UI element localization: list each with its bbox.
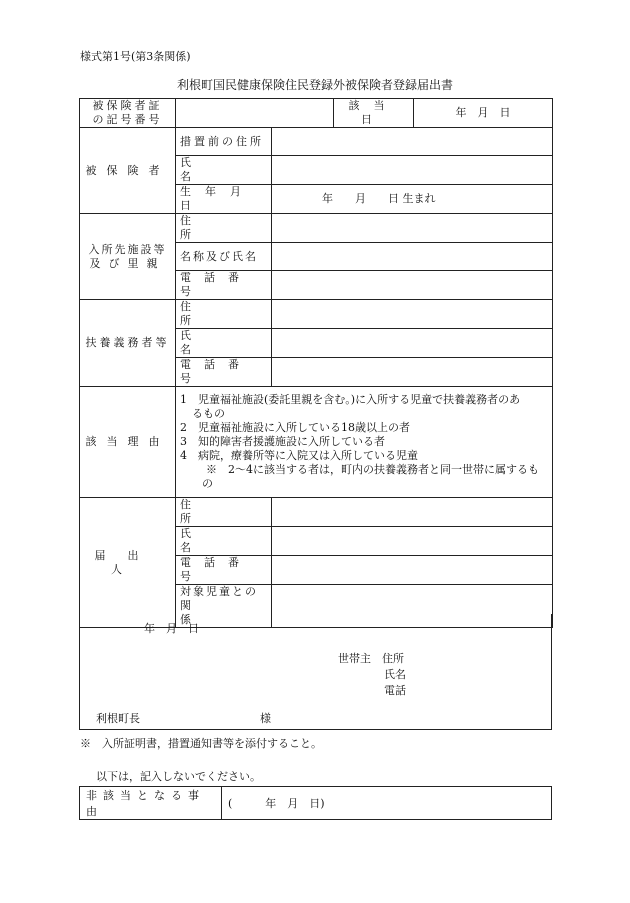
- reason-item-4[interactable]: 4 病院，療養所等に入院又は入所している児童: [180, 449, 418, 462]
- insured-name-label: 氏名: [176, 156, 272, 185]
- guardian-phone-field[interactable]: [272, 358, 553, 387]
- applicant-address-field[interactable]: [272, 498, 553, 527]
- facility-label: [80, 214, 176, 300]
- facility-address-field[interactable]: [272, 214, 553, 243]
- non-applicable-row: [80, 787, 552, 820]
- reason-item-1-cont: るもの: [192, 407, 225, 420]
- applicant-name-label: 氏名: [176, 527, 272, 556]
- household-head-tel-label: 電話: [384, 684, 406, 697]
- insured-label: 被保険者: [80, 128, 176, 214]
- guardian-name-field[interactable]: [272, 329, 553, 358]
- guardian-label: 扶養義務者等: [80, 300, 176, 387]
- relation-label-line1: 対象児童との: [180, 585, 258, 598]
- insured-number-label-line2: の記号番号: [92, 113, 163, 126]
- applicable-date-label: 該当日: [334, 99, 414, 128]
- household-head-address-label: 世帯主 住所: [338, 652, 404, 665]
- insured-number-label: [80, 99, 176, 128]
- prior-address-field[interactable]: [272, 128, 553, 156]
- applicant-label: 届出人: [80, 498, 176, 628]
- prior-address-label: 措置前の住所: [176, 128, 272, 156]
- non-applicable-field: ( 年 月 日): [222, 787, 552, 820]
- applicant-address-row: [80, 498, 553, 527]
- reason-label: 該当理由: [80, 387, 176, 498]
- facility-label-line1: 入所先施設等: [88, 242, 167, 256]
- non-applicable-label: 非該当となる事由: [80, 787, 222, 820]
- insured-number-label-line1: 被保険者証: [92, 99, 163, 112]
- relation-label-line2: 関係: [180, 599, 249, 626]
- applicant-address-label: 住所: [176, 498, 272, 527]
- reason-list: [176, 387, 553, 498]
- do-not-fill-instruction: 以下は，記入しないでください。: [96, 770, 261, 783]
- reason-item-2[interactable]: 2 児童福祉施設に入所している18歳以上の者: [180, 421, 410, 434]
- guardian-name-label: 氏名: [176, 329, 272, 358]
- attachment-note: ※ 入所証明書，措置通知書等を添付すること。: [80, 737, 322, 750]
- guardian-address-field[interactable]: [272, 300, 553, 329]
- guardian-address-row: [80, 300, 553, 329]
- non-applicable-table: [79, 786, 552, 820]
- insured-number-field[interactable]: [176, 99, 334, 128]
- insured-number-row: [80, 99, 553, 128]
- birth-field[interactable]: 年 月 日 生まれ: [272, 185, 553, 214]
- birth-label: 生年月日: [176, 185, 272, 214]
- facility-address-label: 住所: [176, 214, 272, 243]
- facility-label-line2: 及び里親: [89, 256, 166, 270]
- registration-form-table: [79, 98, 553, 628]
- applicant-phone-label: 電話番号: [176, 556, 272, 585]
- facility-phone-label: 電話番号: [176, 271, 272, 300]
- signature-date[interactable]: 年 月 日: [144, 622, 199, 635]
- reason-row: [80, 387, 553, 498]
- facility-address-row: [80, 214, 553, 243]
- insured-name-field[interactable]: [272, 156, 553, 185]
- household-head-name-label: 氏名: [384, 668, 406, 681]
- applicant-phone-field[interactable]: [272, 556, 553, 585]
- form-number: 様式第1号(第3条関係): [80, 50, 191, 63]
- honorific-sama: 様: [260, 712, 271, 725]
- applicant-name-field[interactable]: [272, 527, 553, 556]
- applicable-date-field[interactable]: 年 月 日: [414, 99, 553, 128]
- document-title: 利根町国民健康保険住民登録外被保険者登録届出書: [176, 78, 453, 92]
- signature-box: [79, 614, 552, 730]
- facility-name-label: 名称及び氏名: [176, 243, 272, 271]
- mayor-addressee: 利根町長: [96, 712, 140, 725]
- guardian-phone-label: 電話番号: [176, 358, 272, 387]
- prior-address-row: [80, 128, 553, 156]
- reason-note: ※ 2～4に該当する者は，町内の扶養義務者と同一世帯に属するも: [206, 463, 539, 476]
- reason-note-cont: の: [202, 477, 213, 490]
- reason-item-3[interactable]: 3 知的障害者援護施設に入所している者: [180, 435, 385, 448]
- facility-name-field[interactable]: [272, 243, 553, 271]
- guardian-address-label: 住所: [176, 300, 272, 329]
- facility-phone-field[interactable]: [272, 271, 553, 300]
- reason-item-1[interactable]: 1 児童福祉施設(委託里親を含む。)に入所する児童で扶養義務者のあ: [180, 393, 521, 406]
